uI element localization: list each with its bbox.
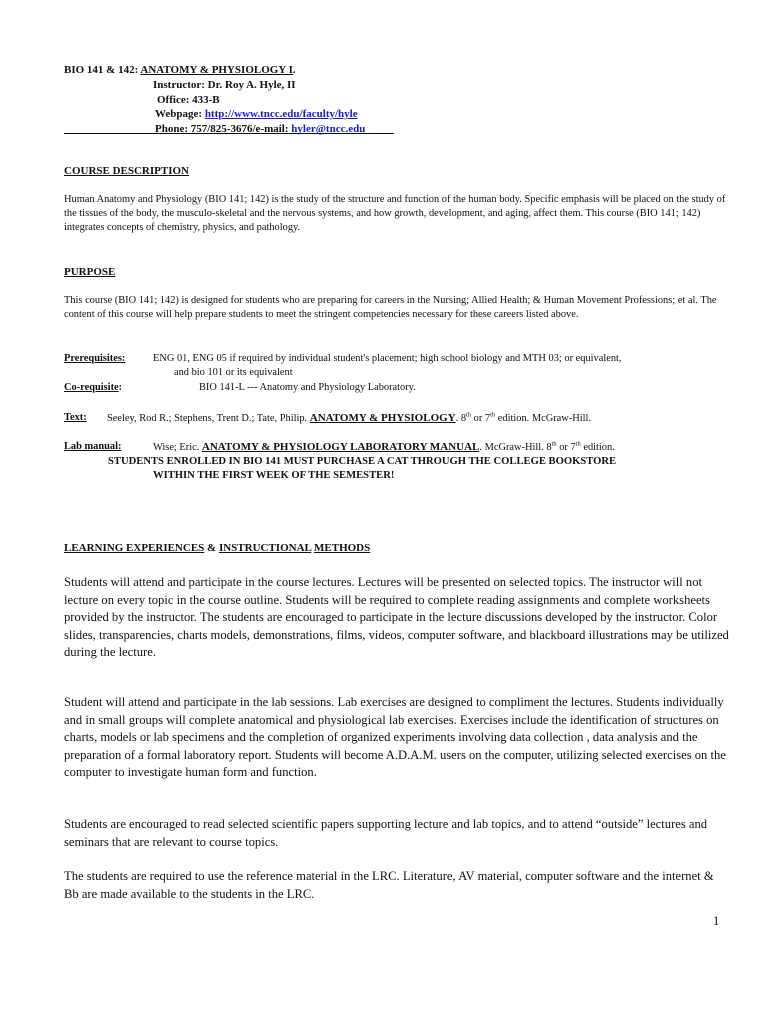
textbook-authors: Seeley, Rod R.; Stephens, Trent D.; Tate, Philip.: [107, 413, 310, 424]
learning-heading-b: INSTRUCTIONAL: [218, 542, 312, 554]
course-title: ANATOMY & PHYSIOLOGY I: [140, 64, 293, 76]
corequisite-colon: :: [118, 382, 123, 393]
text-label: [64, 412, 87, 423]
purpose-heading: PURPOSE: [64, 266, 116, 278]
lab-manual-edition-c: edition.: [580, 442, 615, 453]
lab-manual-label: [64, 441, 121, 452]
cat-notice-line2: WITHIN THE FIRST WEEK OF THE SEMESTER!: [153, 470, 395, 481]
lab-manual-edition-b: or 7: [556, 442, 576, 453]
course-title-period: .: [292, 64, 296, 76]
lab-manual-edition-a: . McGraw-Hill. 8: [479, 442, 552, 453]
corequisite-label: [64, 382, 122, 393]
learning-heading-a: LEARNING EXPERIENCES: [64, 542, 205, 554]
prerequisites-line1: ENG 01, ENG 05 if required by individual student's placement; high school biology and MTH 03; or equivalent,: [153, 353, 622, 364]
learning-paragraph-papers: Students are encouraged to read selected scientific papers supporting lecture and lab topics, and to attend “outside” lectures and seminars that are relevant to course topics.: [64, 817, 708, 849]
cat-notice-line1: STUDENTS ENROLLED IN BIO 141 MUST PURCHASE A CAT THROUGH THE COLLEGE BOOKSTORE: [108, 456, 617, 467]
course-description-heading: COURSE DESCRIPTION: [64, 165, 189, 177]
learning-heading-c: METHODS: [314, 542, 371, 554]
learning-paragraph-lrc: The students are required to use the reference material in the LRC. Literature, AV material, computer software and the internet & Bb are made available to the students in the LRC.: [64, 869, 714, 901]
webpage-label: Webpage:: [155, 108, 205, 120]
prerequisites-label: [64, 353, 125, 364]
prerequisites-label-text: Prerequisites:: [64, 353, 126, 364]
learning-heading-amp: &: [204, 542, 219, 554]
textbook-edition-sup-a: th: [466, 411, 472, 419]
lab-manual-line: [153, 441, 615, 453]
instructor-line: Instructor: Dr. Roy A. Hyle, II: [153, 79, 296, 91]
textbook-title: ANATOMY & PHYSIOLOGY: [309, 412, 456, 424]
lab-manual-edition-sup-b: th: [575, 440, 581, 448]
learning-paragraph-labs: Student will attend and participate in the lab sessions. Lab exercises are designed to compliment the lectures. Students individually and in small groups will complete anatomical and physiological lab exercises. Exercises include the identification of structures on charts, models or lab specimens and the completion of organized experiments involving data collection , data analysis and the preparation of a formal laboratory report. Students will become A.D.A.M. users on the computer, utilizing selected exercises on the computer to investigate human form and function.: [64, 695, 726, 779]
email-link[interactable]: hyler@tncc.edu: [291, 123, 366, 135]
text-label-text: Text:: [64, 412, 87, 423]
course-description-text: Human Anatomy and Physiology (BIO 141; 142) is the study of the structure and function of the human body. Specific emphasis will be placed on the study of the tissues of the body, the musculo-skeletal and the nervous systems, and how growth, development, and aging, affect them. This course (BIO 141; 142) integrates concepts of chemistry, physics, and pathology.: [64, 194, 726, 233]
lab-manual-title: ANATOMY & PHYSIOLOGY LABORATORY MANUAL: [201, 441, 480, 453]
header-rule: [64, 133, 394, 134]
corequisite-text: BIO 141-L --- Anatomy and Physiology Laboratory.: [199, 382, 416, 393]
webpage-line: [155, 108, 358, 120]
office-line: Office: 433-B: [157, 94, 220, 106]
lab-manual-label-text: Lab manual:: [64, 441, 122, 452]
phone-label: Phone: 757/825-3676/e-mail:: [155, 123, 292, 135]
learning-heading: [64, 542, 370, 554]
purpose-text: This course (BIO 141; 142) is designed for students who are preparing for careers in the Nursing; Allied Health; & Human Movement Professions; et al. The content of this course will help prepare students to meet the stringent competencies necessary for these careers listed above.: [64, 295, 717, 320]
textbook-edition-a: . 8: [455, 413, 467, 424]
textbook-edition-sup-b: th: [490, 411, 496, 419]
prerequisites-line2: and bio 101 or its equivalent: [174, 367, 293, 378]
textbook-edition-c: edition. McGraw-Hill.: [495, 413, 591, 424]
page-number: 1: [713, 914, 720, 928]
course-code: BIO 141 & 142:: [64, 64, 141, 76]
textbook-edition-b: or 7: [471, 413, 491, 424]
lab-manual-author: Wise; Eric.: [153, 442, 202, 453]
corequisite-label-text: Co-requisite: [64, 382, 119, 393]
course-title-line: [64, 64, 296, 76]
lab-manual-edition-sup-a: th: [551, 440, 557, 448]
learning-paragraph-lectures: Students will attend and participate in the course lectures. Lectures will be presented on selected topics. The instructor will not lecture on every topic in the course outline. Students will be required to complete reading assignments and complete worksheets provided by the instructor. The students are encouraged to participate in the lecture discussions developed by the instructor. Color slides, transparencies, charts models, demonstrations, films, videos, computer software, and blackboard illustrations may be utilized during the lecture.: [64, 575, 729, 659]
webpage-link[interactable]: http://www.tncc.edu/faculty/hyle: [204, 108, 358, 120]
textbook-line: [107, 412, 591, 424]
